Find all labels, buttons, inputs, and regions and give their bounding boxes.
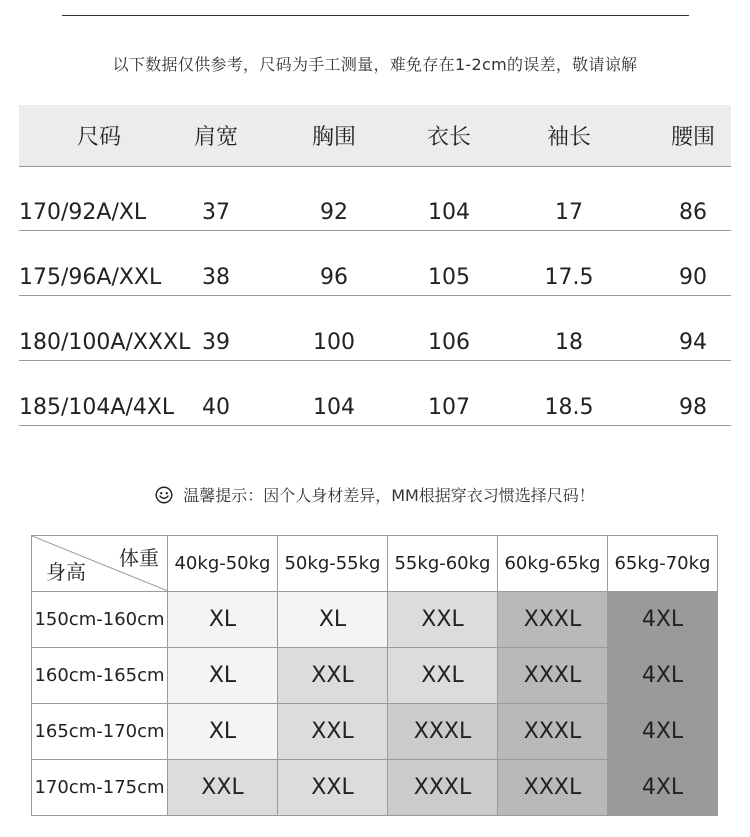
size-cell: XL	[278, 592, 388, 648]
size-cell: XXXL	[388, 704, 498, 760]
size-cell: 4XL	[608, 648, 718, 704]
cell-length: 104	[428, 200, 470, 225]
cell-sleeve: 18.5	[544, 395, 594, 420]
table-row	[19, 231, 731, 296]
table-row	[19, 361, 731, 426]
size-cell: XXL	[278, 760, 388, 816]
header-length: 衣长	[426, 125, 471, 150]
height-header: 160cm-165cm	[32, 648, 168, 704]
weight-header: 40kg-50kg	[168, 536, 278, 592]
size-table	[19, 105, 731, 426]
cell-shoulder: 37	[202, 200, 230, 225]
height-header: 170cm-175cm	[32, 760, 168, 816]
measurement-note: 以下数据仅供参考，尺码为手工测量，难免存在1-2cm的误差，敬请谅解	[112, 55, 638, 74]
weight-header: 50kg-55kg	[278, 536, 388, 592]
weight-header: 55kg-60kg	[388, 536, 498, 592]
smile-icon	[155, 486, 173, 504]
header-chest: 胸围	[311, 125, 356, 150]
weight-header: 60kg-65kg	[498, 536, 608, 592]
tip-line	[0, 483, 750, 506]
cell-chest: 96	[320, 265, 348, 290]
size-cell: XL	[168, 592, 278, 648]
size-cell: XXL	[278, 704, 388, 760]
size-cell: XL	[168, 648, 278, 704]
size-cell: 4XL	[608, 760, 718, 816]
corner-cell	[32, 536, 168, 592]
table-row	[32, 760, 718, 816]
weight-header-row	[32, 536, 718, 592]
cell-size: 185/104A/4XL	[19, 395, 175, 420]
cell-chest: 92	[320, 200, 348, 225]
size-table-header	[19, 105, 731, 167]
size-cell: XXXL	[388, 760, 498, 816]
height-axis-label: 身高	[46, 560, 86, 584]
size-cell: XXXL	[498, 592, 608, 648]
size-cell: XXXL	[498, 648, 608, 704]
size-cell: XXL	[388, 648, 498, 704]
header-sleeve: 袖长	[546, 125, 591, 150]
cell-length: 106	[428, 330, 470, 355]
table-row	[32, 704, 718, 760]
tip-text: 温馨提示：因个人身材差异，MM根据穿衣习惯选择尺码！	[183, 486, 595, 505]
cell-sleeve: 17	[555, 200, 583, 225]
table-row	[19, 167, 731, 231]
cell-waist: 90	[679, 265, 707, 290]
cell-shoulder: 38	[202, 265, 230, 290]
header-size: 尺码	[76, 125, 121, 150]
size-cell: XL	[168, 704, 278, 760]
cell-shoulder: 40	[202, 395, 230, 420]
cell-size: 175/96A/XXL	[19, 265, 162, 290]
cell-waist: 98	[679, 395, 707, 420]
size-cell: 4XL	[608, 592, 718, 648]
cell-size: 180/100A/XXXL	[19, 330, 191, 355]
cell-length: 107	[428, 395, 470, 420]
size-cell: XXXL	[498, 704, 608, 760]
height-header: 165cm-170cm	[32, 704, 168, 760]
cell-sleeve: 17.5	[544, 265, 594, 290]
table-row	[32, 592, 718, 648]
cell-shoulder: 39	[202, 330, 230, 355]
size-cell: XXXL	[498, 760, 608, 816]
cell-waist: 94	[679, 330, 707, 355]
height-header: 150cm-160cm	[32, 592, 168, 648]
top-divider	[62, 15, 689, 16]
size-cell: 4XL	[608, 704, 718, 760]
cell-waist: 86	[679, 200, 707, 225]
header-waist: 腰围	[670, 125, 715, 150]
size-cell: XXL	[278, 648, 388, 704]
cell-size: 170/92A/XL	[19, 200, 147, 225]
size-cell: XXL	[388, 592, 498, 648]
cell-length: 105	[428, 265, 470, 290]
cell-chest: 104	[313, 395, 355, 420]
weight-header: 65kg-70kg	[608, 536, 718, 592]
size-cell: XXL	[168, 760, 278, 816]
table-row	[32, 648, 718, 704]
weight-axis-label: 体重	[119, 546, 159, 570]
table-row	[19, 296, 731, 361]
header-shoulder: 肩宽	[193, 125, 238, 150]
size-recommendation-grid	[31, 535, 718, 816]
cell-sleeve: 18	[555, 330, 583, 355]
cell-chest: 100	[313, 330, 355, 355]
